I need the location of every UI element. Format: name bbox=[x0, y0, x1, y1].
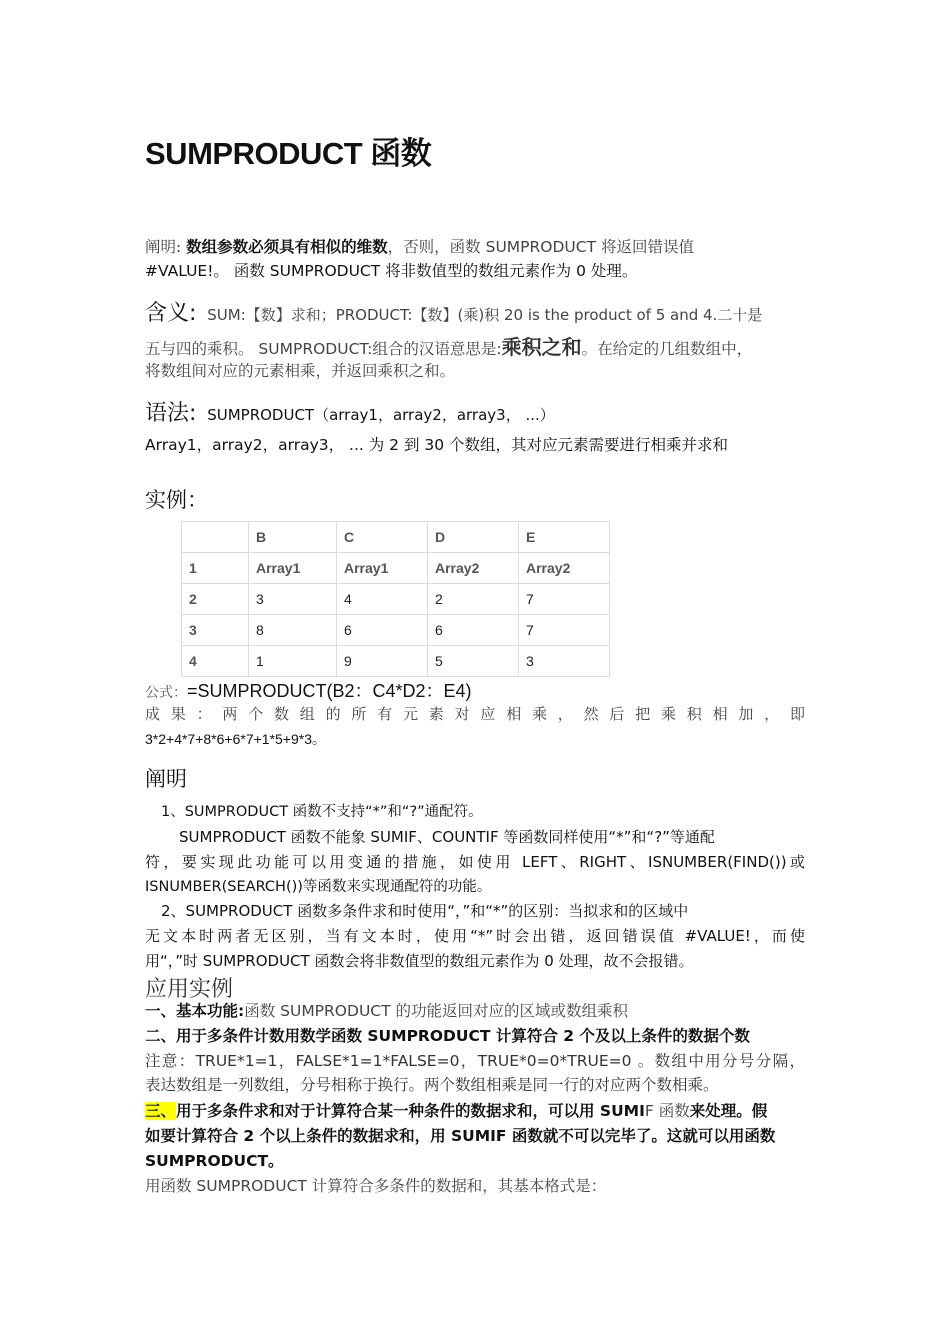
application-item-3-line-1 bbox=[145, 1099, 767, 1123]
application-item-3-line-2: 如要计算符合 2 个以上条件的数据求和，用 SUMIF 函数就不可以完毕了。这就可以用函数 bbox=[145, 1127, 776, 1145]
table-row-number: 3 bbox=[182, 615, 249, 646]
syntax-label: 语法: bbox=[145, 401, 197, 426]
application-item-2: 二、用于多条件计数用数学函数 SUMPRODUCT 计算符合 2 个及以上条件的数据个数 bbox=[145, 1027, 750, 1045]
meaning-text-1: SUM:【数】求和；PRODUCT:【数】(乘)积 20 is the product of 5 and 4.二十是 bbox=[207, 306, 763, 324]
meaning-label: 含义: bbox=[145, 301, 197, 326]
item3-text-c: 来处理。假 bbox=[689, 1102, 768, 1120]
explain-p3-line2: 无文本时两者无区别，当有文本时，使用“*”时会出错，返回错误值 #VALUE!，而使 bbox=[145, 927, 805, 945]
note-rest: ，否则，函数 SUMPRODUCT 将返回错误值 bbox=[387, 238, 694, 256]
meaning-line-1 bbox=[145, 296, 762, 327]
table-cell: 6 bbox=[337, 615, 428, 646]
note-bold: 数组参数必须具有相似的维数 bbox=[186, 238, 388, 256]
explain-heading: 阐明 bbox=[145, 767, 187, 791]
explain-p2-line2: 符，要实现此功能可以用变通的措施，如使用 LEFT、RIGHT、ISNUMBER(FIND())或 bbox=[145, 853, 805, 871]
example-heading: 实例： bbox=[145, 488, 208, 512]
item1-text: 函数 SUMPRODUCT 的功能返回对应的区域或数组乘积 bbox=[244, 1002, 629, 1020]
table-row bbox=[182, 553, 610, 584]
table-cell: 1 bbox=[249, 646, 337, 677]
page-title: SUMPRODUCT 函数 bbox=[145, 136, 432, 171]
table-cell: 3 bbox=[519, 646, 610, 677]
table-cell: 5 bbox=[428, 646, 519, 677]
item3-text-a: 用于多条件求和对于计算符合某一种条件的数据求和，可以用 SUMI bbox=[176, 1102, 645, 1120]
table-header-cell: E bbox=[519, 522, 610, 553]
meaning-line-3: 将数组间对应的元素相乘，并返回乘积之和。 bbox=[145, 362, 456, 380]
meaning-emphasis: 乘积之和 bbox=[501, 335, 582, 359]
table-header-cell bbox=[182, 522, 249, 553]
note-line-1 bbox=[145, 235, 694, 259]
table-cell: 9 bbox=[337, 646, 428, 677]
table-row bbox=[182, 584, 610, 615]
table-cell: 7 bbox=[519, 615, 610, 646]
formula-label: 公式： bbox=[145, 685, 187, 701]
table-header-cell: B bbox=[249, 522, 337, 553]
table-cell: 2 bbox=[428, 584, 519, 615]
table-row-number: 1 bbox=[182, 553, 249, 584]
formula-line bbox=[145, 677, 472, 703]
table-cell: Array1 bbox=[249, 553, 337, 584]
example-table bbox=[181, 521, 610, 677]
table-row-number: 4 bbox=[182, 646, 249, 677]
note-line-2: #VALUE!。 函数 SUMPRODUCT 将非数值型的数组元素作为 0 处理。 bbox=[145, 262, 638, 280]
table-cell: 6 bbox=[428, 615, 519, 646]
explain-p3-line1: 2、SUMPRODUCT 函数多条件求和时使用“，”和“*”的区别：当拟求和的区域中 bbox=[161, 902, 689, 920]
result-line-2: 3*2+4*7+8*6+6*7+1*5+9*3。 bbox=[145, 731, 327, 747]
table-header-row bbox=[182, 522, 610, 553]
syntax-text: SUMPRODUCT（array1，array2，array3， ...） bbox=[207, 406, 555, 424]
item3-highlight: 三、 bbox=[145, 1102, 177, 1120]
meaning-text-2a: 五与四的乘积。 SUMPRODUCT:组合的汉语意思是: bbox=[145, 340, 502, 358]
table-row bbox=[182, 615, 610, 646]
application-note-2: 表达数组是一列数组，分号相称于换行。两个数组相乘是同一行的对应两个数相乘。 bbox=[145, 1076, 719, 1094]
table-row-number: 2 bbox=[182, 584, 249, 615]
meaning-text-2b: 。在给定的几组数组中， bbox=[581, 340, 753, 358]
table-header-cell: D bbox=[428, 522, 519, 553]
explain-p1: 1、SUMPRODUCT 函数不支持“*”和“?”通配符。 bbox=[161, 804, 483, 820]
note-prefix: 阐明: bbox=[145, 238, 187, 256]
table-cell: Array1 bbox=[337, 553, 428, 584]
meaning-line-2 bbox=[145, 335, 752, 361]
formula-text: =SUMPRODUCT(B2：C4*D2：E4) bbox=[187, 681, 472, 701]
application-last-line: 用函数 SUMPRODUCT 计算符合多条件的数据和，其基本格式是： bbox=[145, 1177, 607, 1195]
explain-p2-line3: ISNUMBER(SEARCH())等函数来实现通配符的功能。 bbox=[145, 879, 492, 895]
table-cell: 3 bbox=[249, 584, 337, 615]
application-heading: 应用实例 bbox=[145, 977, 234, 1002]
table-header-cell: C bbox=[337, 522, 428, 553]
result-line-1: 成 果 ： 两 个 数 组 的 所 有 元 素 对 应 相 乘 ， 然 后 把 乘 积 相 加 ， 即 bbox=[145, 705, 805, 723]
explain-p3-line3: 用“，”时 SUMPRODUCT 函数会将非数值型的数组元素作为 0 处理，故不会报错。 bbox=[145, 952, 694, 970]
table-cell: 7 bbox=[519, 584, 610, 615]
table-cell: Array2 bbox=[428, 553, 519, 584]
table-cell: 8 bbox=[249, 615, 337, 646]
syntax-description: Array1，array2，array3， ... 为 2 到 30 个数组，其对应元素需要进行相乘并求和 bbox=[145, 436, 729, 454]
table-cell: Array2 bbox=[519, 553, 610, 584]
application-item-3-line-3: SUMPRODUCT。 bbox=[145, 1152, 284, 1170]
item3-text-b: F 函数 bbox=[644, 1102, 690, 1120]
table-cell: 4 bbox=[337, 584, 428, 615]
application-note-1: 注意：TRUE*1=1，FALSE*1=1*FALSE=0，TRUE*0=0*TRUE=0 。数组中用分号分隔， bbox=[145, 1052, 805, 1070]
item1-bold: 一、基本功能: bbox=[145, 1002, 245, 1020]
explain-p2-line1: SUMPRODUCT 函数不能象 SUMIF、COUNTIF 等函数同样使用“*”和“?”等通配 bbox=[179, 828, 715, 846]
syntax-line bbox=[145, 396, 555, 427]
application-item-1 bbox=[145, 999, 628, 1023]
table-row bbox=[182, 646, 610, 677]
